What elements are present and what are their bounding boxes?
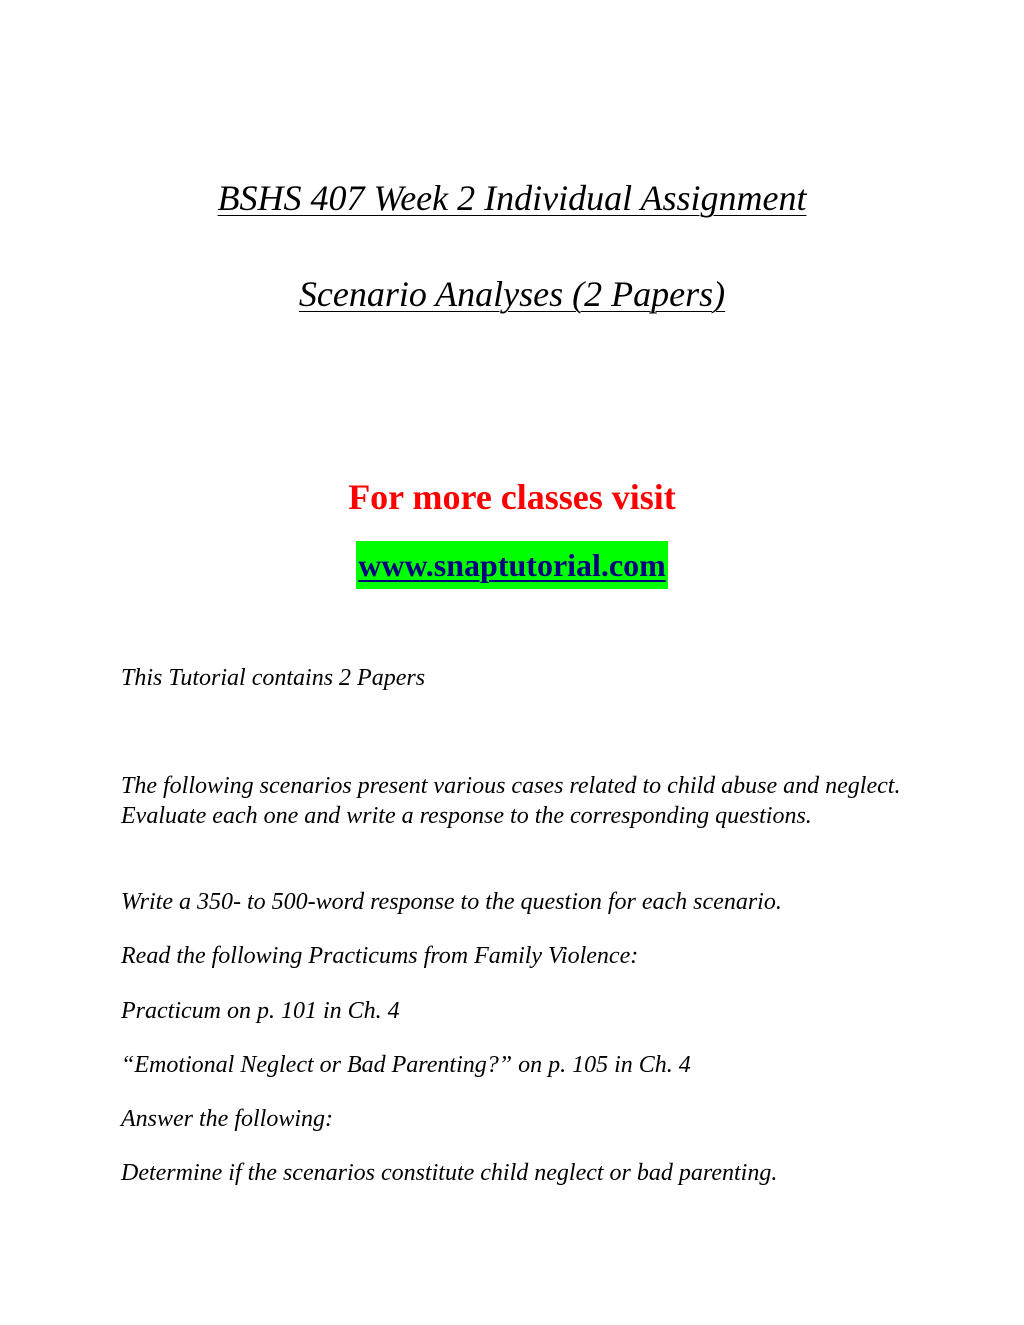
paragraph-practicum-p101: Practicum on p. 101 in Ch. 4 bbox=[121, 998, 400, 1024]
paragraph-practicum-p105: “Emotional Neglect or Bad Parenting?” on p. 105 in Ch. 4 bbox=[121, 1052, 691, 1078]
intro-text: This Tutorial contains 2 Papers bbox=[121, 665, 426, 691]
paragraph-scenarios: The following scenarios present various cases related to child abuse and neglect. Evaluate each one and write a response to the corresponding questions. bbox=[121, 773, 901, 829]
promo-link-container bbox=[0, 541, 1024, 589]
paragraph-determine: Determine if the scenarios constitute child neglect or bad parenting. bbox=[121, 1160, 778, 1186]
website-link[interactable]: www.snaptutorial.com bbox=[356, 541, 668, 589]
paragraph-word-count: Write a 350- to 500-word response to the question for each scenario. bbox=[121, 889, 782, 915]
document-subtitle: Scenario Analyses (2 Papers) bbox=[298, 274, 726, 314]
paragraph-answer: Answer the following: bbox=[121, 1106, 333, 1132]
paragraph-read-practicums: Read the following Practicums from Family Violence: bbox=[121, 943, 639, 969]
promo-heading: For more classes visit bbox=[348, 477, 676, 517]
document-title: BSHS 407 Week 2 Individual Assignment bbox=[217, 178, 807, 218]
